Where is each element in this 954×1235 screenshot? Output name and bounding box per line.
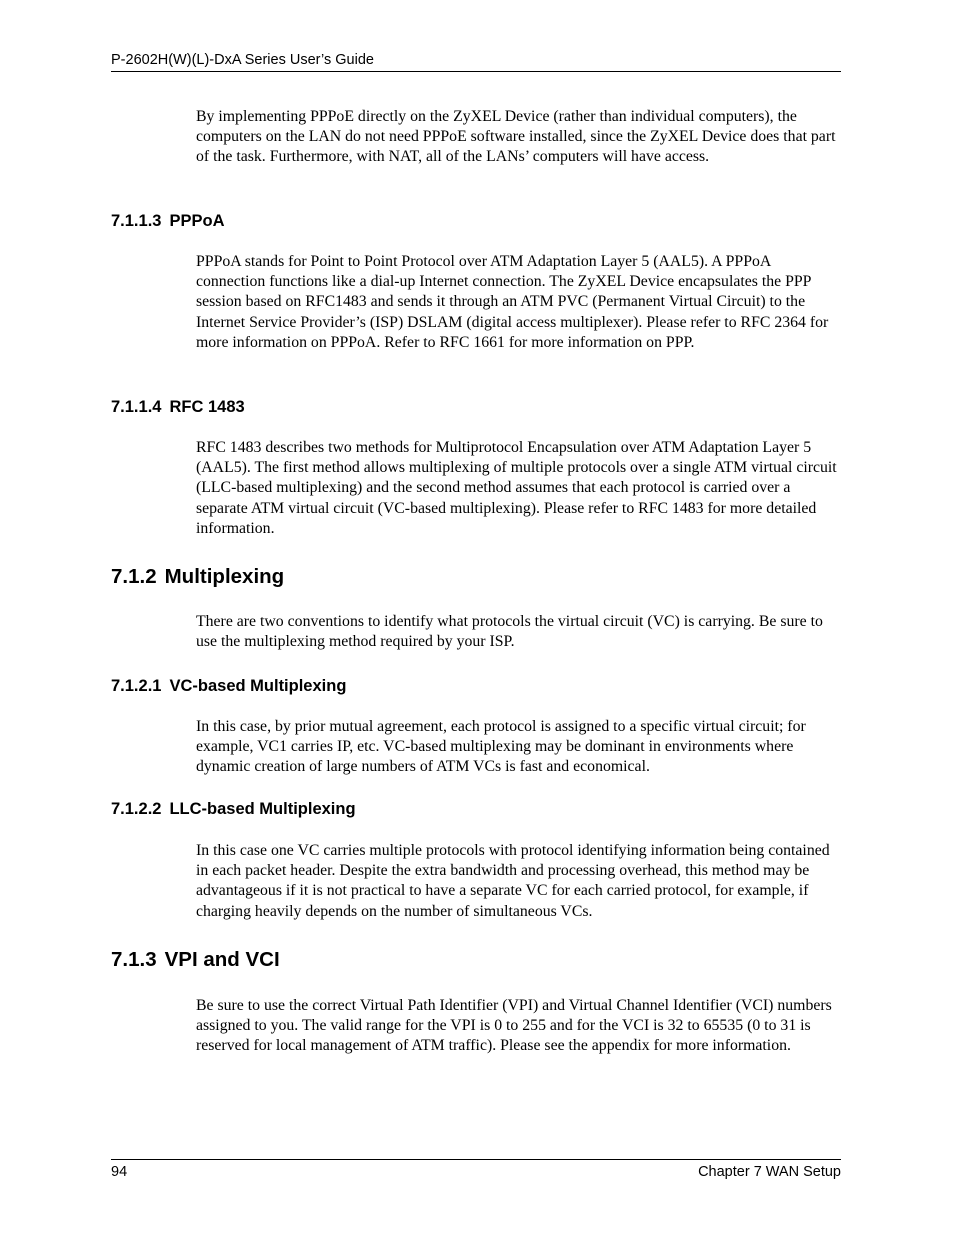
heading-number: 7.1.2 [111,565,157,588]
running-footer [111,1159,841,1181]
heading-title: LLC-based Multiplexing [169,800,356,818]
running-header [111,51,841,72]
heading-title: RFC 1483 [169,398,245,416]
pppoa-paragraph: PPPoA stands for Point to Point Protocol over ATM Adaptation Layer 5 (AAL5). A PPPoA connection functions like a dial-up Internet connection. The ZyXEL Device encapsulates the PPP session based on RFC1483 and sends it through an ATM PVC (Permanent Virtual Circuit) to the Internet Service Provider’s (ISP) DSLAM (digital access multiplexer). Please refer to RFC 2364 for more information on PPPoA. Refer to RFC 1661 for more information on PPP. [196,253,829,351]
heading-number: 7.1.2.2 [111,800,162,818]
heading-title: PPPoA [169,212,225,230]
vpi-vci-paragraph: Be sure to use the correct Virtual Path Identifier (VPI) and Virtual Channel Identifier (VCI) numbers assigned to you. The valid range for the VPI is 0 to 255 and for the VCI is 32 to 65535 (0 to 31 is reserved for local management of ATM traffic). Please see the appendix for more information. [196,997,832,1055]
heading-title: Multiplexing [164,565,285,588]
rfc1483-paragraph: RFC 1483 describes two methods for Multiprotocol Encapsulation over ATM Adaptation Layer 5 (AAL5). The first method allows multiplexing of multiple protocols over a single ATM virtual circuit (LLC-based multiplexing) and the second method assumes that each protocol is carried over a separate ATM virtual circuit (VC-based multiplexing). Please refer to RFC 1483 for more detailed information. [196,439,837,537]
multiplexing-paragraph: There are two conventions to identify what protocols the virtual circuit (VC) is carrying. Be sure to use the multiplexing method required by your ISP. [196,613,823,651]
heading-number: 7.1.1.4 [111,398,162,416]
heading-title: VPI and VCI [164,948,280,971]
heading-vpi-vci [111,948,280,972]
intro-paragraph: By implementing PPPoE directly on the ZyXEL Device (rather than individual computers), the computers on the LAN do not need PPPoE software installed, since the ZyXEL Device does that part of the task. Furthermore, with NAT, all of the LANs’ computers will have access. [196,108,836,166]
guide-title: P-2602H(W)(L)-DxA Series User’s Guide [111,52,374,68]
heading-llc-based [111,799,356,819]
llc-based-paragraph: In this case one VC carries multiple protocols with protocol identifying information being contained in each packet header. Despite the extra bandwidth and processing overhead, this method may be advantageous if it is not practical to have a separate VC for each carried protocol, for example, if charging heavily depends on the number of simultaneous VCs. [196,842,830,920]
heading-vc-based [111,676,346,696]
heading-number: 7.1.3 [111,948,157,971]
heading-number: 7.1.1.3 [111,212,162,230]
heading-title: VC-based Multiplexing [169,677,347,695]
chapter-title: Chapter 7 WAN Setup [698,1164,841,1180]
heading-multiplexing [111,565,284,589]
page-number: 94 [111,1164,128,1180]
heading-pppoa [111,211,224,231]
vc-based-paragraph: In this case, by prior mutual agreement, each protocol is assigned to a specific virtual circuit; for example, VC1 carries IP, etc. VC-based multiplexing may be dominant in environments where dynamic creation of large numbers of ATM VCs is fast and economical. [196,718,806,776]
heading-number: 7.1.2.1 [111,677,162,695]
heading-rfc1483 [111,397,245,417]
